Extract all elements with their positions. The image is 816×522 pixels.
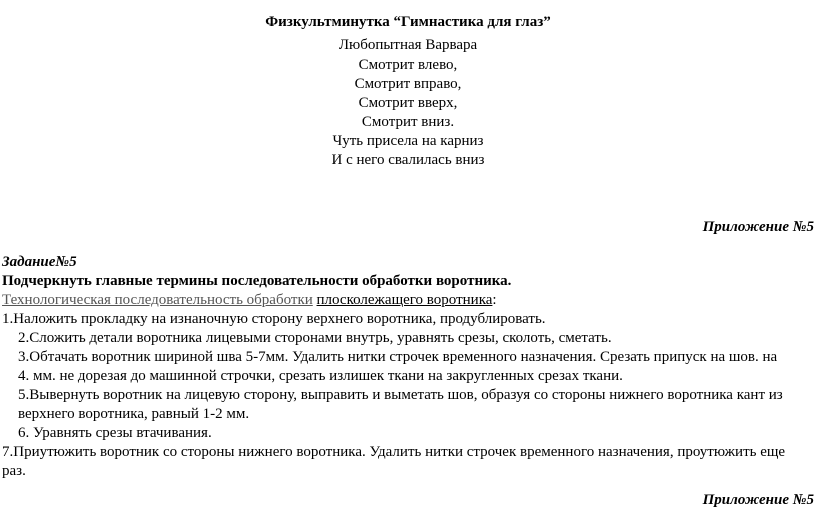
poem-line: Смотрит влево, (358, 57, 458, 73)
step-item: 4. мм. не дорезая до машинной строчки, срезать излишек ткани на закругленных срезах ткани. (18, 368, 623, 384)
poem-line: Смотрит вниз. (361, 114, 455, 130)
task-label: Задание№5 (2, 254, 77, 270)
step-item: 7.Приутюжить воротник со стороны нижнего воротника. Удалить нитки строчек временного назначения, проутюжить еще (2, 444, 786, 460)
poem-line: Смотрит вверх, (358, 95, 458, 111)
poem-line: И с него свалилась вниз (331, 152, 485, 168)
poem-title: Физкультминутка “Гимнастика для глаз” (265, 14, 551, 30)
sequence-heading-colon: : (492, 292, 497, 308)
poem-line: Смотрит вправо, (354, 76, 462, 92)
step-item: 1.Наложить прокладку на изнаночную сторону верхнего воротника, продублировать. (2, 311, 546, 327)
appendix-label: Приложение №5 (702, 219, 814, 235)
step-item: раз. (2, 463, 26, 479)
step-item: 6. Уравнять срезы втачивания. (18, 425, 212, 441)
sequence-heading-part1: Технологическая последовательность обработки (2, 292, 313, 308)
appendix-label: Приложение №5 (702, 492, 814, 508)
sequence-heading (2, 291, 497, 310)
poem-line: Любопытная Варвара (338, 37, 478, 53)
poem-line: Чуть присела на карниз (332, 133, 484, 149)
step-item: верхнего воротника, равный 1-2 мм. (18, 406, 250, 422)
step-item: 3.Обтачать воротник шириной шва 5-7мм. Удалить нитки строчек временного назначения. Срезать припуск на шов. на (18, 349, 778, 365)
step-item: 5.Вывернуть воротник на лицевую сторону, выправить и выметать шов, образуя со стороны нижнего воротника кант из (18, 387, 783, 403)
sequence-heading-part2: плосколежащего воротника (316, 292, 493, 308)
task-instruction: Подчеркнуть главные термины последовательности обработки воротника. (2, 273, 512, 289)
step-item: 2.Сложить детали воротника лицевыми сторонами внутрь, уравнять срезы, сколоть, сметать. (18, 330, 612, 346)
